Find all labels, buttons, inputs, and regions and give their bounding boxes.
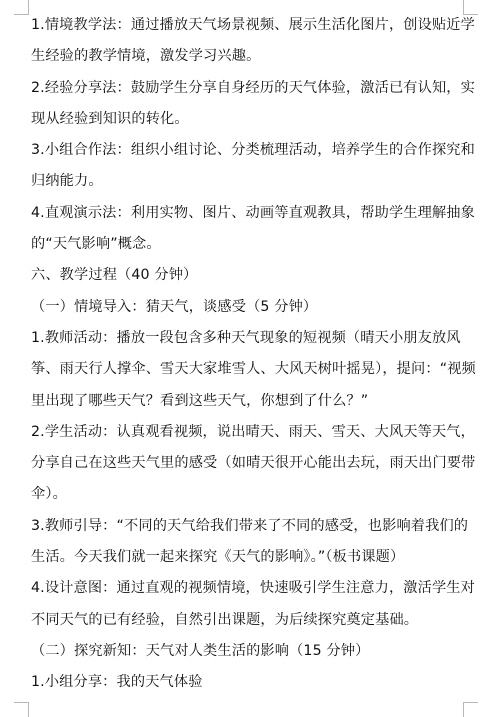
subsection-heading-explore: （二）探究新知：天气对人类生活的影响（15 分钟） [31, 642, 370, 659]
subsection-heading-intro: （一）情境导入：猜天气，谈感受（5 分钟） [31, 298, 318, 315]
paragraph-teacher-activity: 1.教师活动：播放一段包含多种天气现象的短视频（晴天小朋友放风筝、雨天行人撑伞、雪天大家堆雪人、大风天树叶摇晃），提问：“视频里出现了哪些天气？看到这些天气，你想到了什么？” [31, 329, 476, 409]
paragraph-teacher-guidance: 3.教师引导：“不同的天气给我们带来了不同的感受，也影响着我们的生活。今天我们就一起来探究《天气的影响》。”（板书课题） [31, 517, 469, 566]
section-heading-process: 六、教学过程（40 分钟） [31, 267, 198, 284]
paragraph-design-intent: 4.设计意图：通过直观的视频情境，快速吸引学生注意力，激活学生对不同天气的已有经验，自然引出课题，为后续探究奠定基础。 [31, 580, 475, 628]
crop-mark-bottom-left [14, 702, 29, 717]
crop-mark-bottom-right [463, 702, 478, 717]
paragraph-student-activity: 2.学生活动：认真观看视频，说出晴天、雨天、雪天、大风天等天气，分享自己在这些天气里的感受（如晴天很开心能出去玩，雨天出门要带伞）。 [31, 423, 476, 503]
paragraph-method-situational: 1.情境教学法：通过播放天气场景视频、展示生活化图片，创设贴近学生经验的教学情境，激发学习兴趣。 [31, 17, 475, 65]
paragraph-method-group: 3.小组合作法：组织小组讨论、分类梳理活动，培养学生的合作探究和归纳能力。 [31, 142, 475, 190]
paragraph-method-experience: 2.经验分享法：鼓励学生分享自身经历的天气体验，激活已有认知，实现从经验到知识的转化。 [31, 79, 475, 127]
paragraph-method-demo: 4.直观演示法：利用实物、图片、动画等直观教具，帮助学生理解抽象的“天气影响”概念。 [31, 204, 475, 253]
crop-mark-top-left [14, 0, 29, 15]
paragraph-group-share: 1.小组分享：我的天气体验 [31, 674, 203, 691]
document-body [31, 10, 481, 699]
